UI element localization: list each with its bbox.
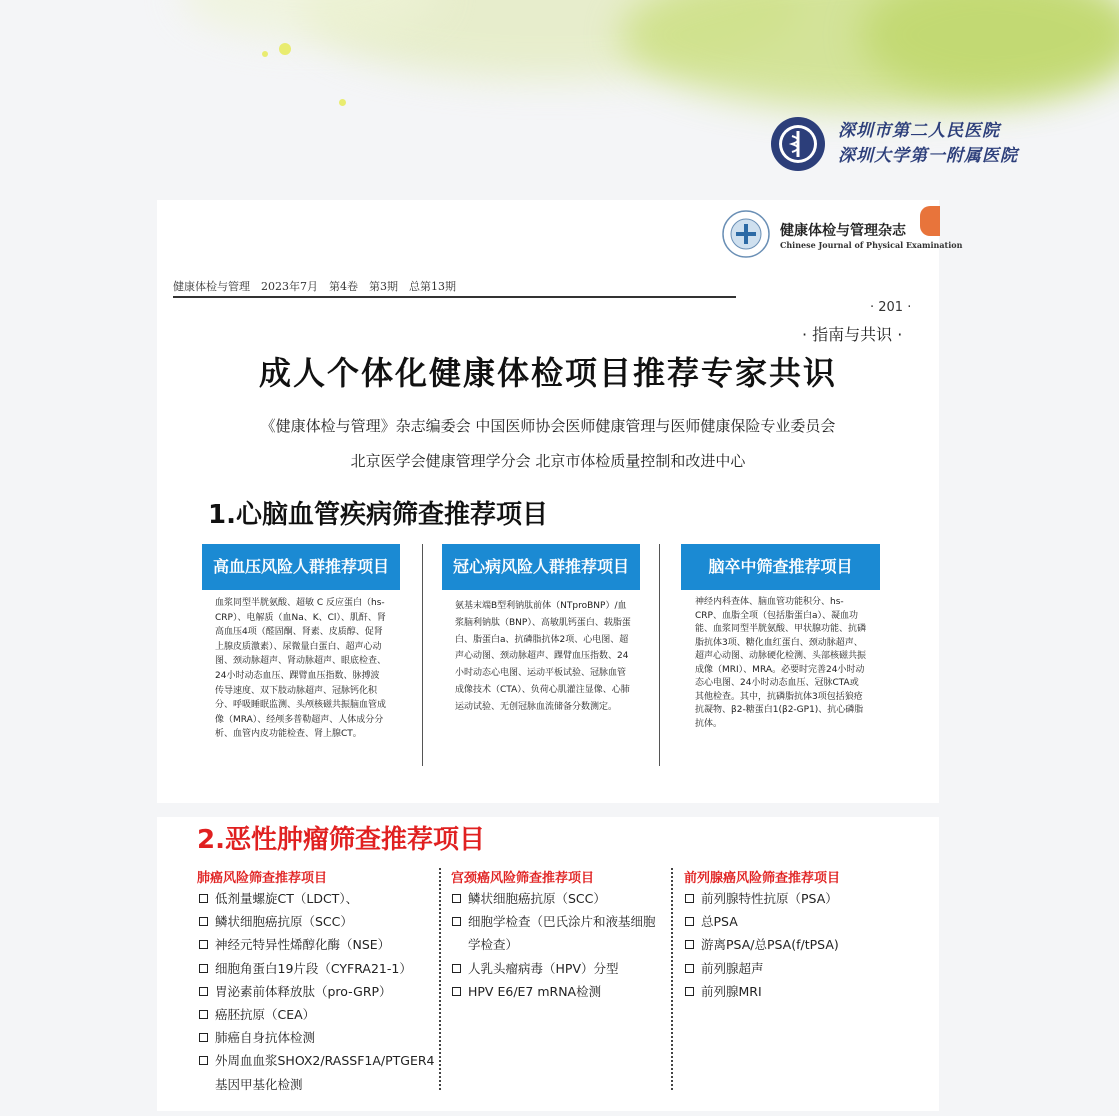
header-rule [173, 296, 736, 298]
journal-name-cn: 健康体检与管理杂志 [780, 223, 906, 239]
hospital-logo [770, 116, 1018, 172]
checkbox-icon [199, 987, 208, 996]
checkbox-icon [199, 917, 208, 926]
list-item: 前列腺特性抗原（PSA） [685, 887, 925, 910]
journal-name-en: Chinese Journal of Physical Examination [780, 240, 963, 250]
column-divider [422, 544, 423, 766]
list-item: 神经元特异性烯醇化酶（NSE） [199, 933, 437, 956]
checkbox-icon [685, 964, 694, 973]
hospital-seal-icon [770, 116, 826, 172]
chd-items: 氨基末端B型利钠肽前体（NTproBNP）/血浆脑利钠肽（BNP）、高敏肌钙蛋白、载脂蛋白、脂蛋白a、抗磷脂抗体2项、心电图、超声心动图、颈动脉超声、踝臂血压指数、24小时动态心电图、运动平板试验、冠脉血管成像技术（CTA）、负荷心肌灌注显像、心肺运动试验、无创冠脉血流储备分数测定。 [455, 601, 631, 712]
list-item: 鳞状细胞癌抗原（SCC） [452, 887, 667, 910]
prostate-cancer-list [685, 887, 925, 1003]
section-label: · 指南与共识 · [802, 325, 903, 344]
hypertension-items: 血浆同型半胱氨酸、超敏 C 反应蛋白（hs-CRP）、电解质（血Na、K、Cl）、肌酐、肾高血压4项（醛固酮、肾素、皮质醇、促肾上腺皮质激素）、尿微量白蛋白、超声心动图、颈动脉超声、肾动脉超声、眼底检查、24小时动态血压、踝臂血压指数、脉搏波传导速度、双下肢动脉超声、冠脉钙化积分、呼吸睡眠监测、头颅核磁共振脑血管成像（MRA）、经颅多普勒超声、人体成分分析、血管内皮功能检查、肾上腺CT。 [215, 598, 387, 740]
checkbox-icon [452, 964, 461, 973]
checkbox-icon [685, 894, 694, 903]
issue-line: 健康体检与管理 2023年7月 第4卷 第3期 总第13期 [173, 280, 456, 293]
section2-heading: 2.恶性肿瘤筛查推荐项目 [197, 825, 485, 855]
checkbox-icon [452, 987, 461, 996]
list-item: 细胞学检查（巴氏涂片和液基细胞学检查） [452, 910, 667, 956]
list-item: 低剂量螺旋CT（LDCT）、 [199, 887, 437, 910]
checkbox-icon [685, 987, 694, 996]
list-item: 胃泌素前体释放肽（pro-GRP） [199, 980, 437, 1003]
checkbox-icon [452, 894, 461, 903]
list-item: 肺癌自身抗体检测 [199, 1026, 437, 1049]
journal-logo-icon [722, 210, 770, 258]
paper-authors-line2: 北京医学会健康管理学分会 北京市体检质量控制和改进中心 [350, 452, 746, 470]
lung-cancer-list [199, 887, 437, 1096]
lung-cancer-title: 肺癌风险筛查推荐项目 [197, 871, 328, 886]
checkbox-icon [199, 1056, 208, 1065]
list-item: 细胞角蛋白19片段（CYFRA21-1） [199, 957, 437, 980]
hospital-name-2: 深圳大学第一附属医院 [838, 146, 1018, 166]
list-item: 人乳头瘤病毒（HPV）分型 [452, 957, 667, 980]
list-item: 癌胚抗原（CEA） [199, 1003, 437, 1026]
chd-title: 冠心病风险人群推荐项目 [442, 544, 640, 590]
stroke-items: 神经内科查体、脑血管功能积分、hs-CRP、血脂全项（包括脂蛋白a）、凝血功能、血浆同型半胱氨酸、甲状腺功能、抗磷脂抗体3项、糖化血红蛋白、颈动脉超声、超声心动图、动脉硬化检测、头部核磁共振成像（MRI）、MRA。必要时完善24小时动态心电图、24小时动态血压、冠脉CTA或其他检查。其中，抗磷脂抗体3项包括狼疮抗凝物、β2-糖蛋白1(β2-GP1)、抗心磷脂抗体。 [695, 597, 867, 729]
list-item: 总PSA [685, 910, 925, 933]
checkbox-icon [199, 964, 208, 973]
column-divider [439, 868, 441, 1090]
checkbox-icon [199, 940, 208, 949]
list-item: HPV E6/E7 mRNA检测 [452, 980, 667, 1003]
paper-title: 成人个体化健康体检项目推荐专家共识 [258, 354, 837, 392]
cervical-cancer-title: 宫颈癌风险筛查推荐项目 [451, 871, 595, 886]
cervical-cancer-list [452, 887, 667, 1003]
list-item: 外周血血浆SHOX2/RASSF1A/PTGER4基因甲基化检测 [199, 1049, 437, 1095]
list-item: 前列腺MRI [685, 980, 925, 1003]
checkbox-icon [452, 917, 461, 926]
hospital-name-1: 深圳市第二人民医院 [838, 121, 1000, 141]
hypertension-title: 高血压风险人群推荐项目 [202, 544, 400, 590]
checkbox-icon [199, 894, 208, 903]
list-item: 游离PSA/总PSA(f/tPSA) [685, 933, 925, 956]
checkbox-icon [199, 1010, 208, 1019]
checkbox-icon [685, 940, 694, 949]
checkbox-icon [199, 1033, 208, 1042]
prostate-cancer-title: 前列腺癌风险筛查推荐项目 [684, 871, 841, 886]
section1-heading: 1.心脑血管疾病筛查推荐项目 [208, 500, 548, 530]
stroke-title: 脑卒中筛查推荐项目 [681, 544, 880, 590]
column-divider [671, 868, 673, 1090]
journal-badge [920, 206, 940, 236]
list-item: 鳞状细胞癌抗原（SCC） [199, 910, 437, 933]
list-item: 前列腺超声 [685, 957, 925, 980]
column-divider [659, 544, 660, 766]
checkbox-icon [685, 917, 694, 926]
paper-authors-line1: 《健康体检与管理》杂志编委会 中国医师协会医师健康管理与医师健康保险专业委员会 [260, 417, 836, 435]
page-number: · 201 · [870, 300, 912, 315]
